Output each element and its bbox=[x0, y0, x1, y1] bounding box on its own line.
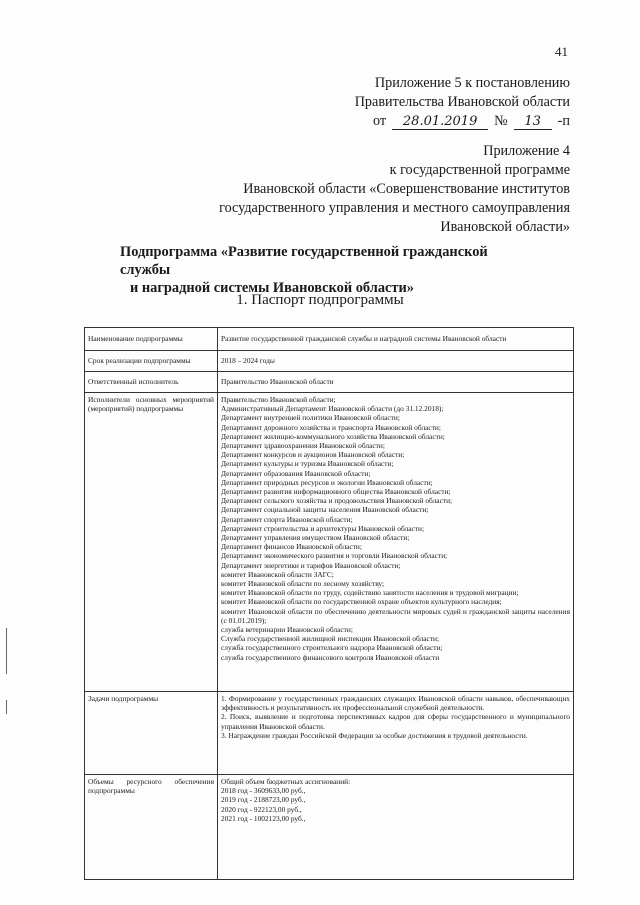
list-item: Департамент здравоохранения Ивановской области; bbox=[221, 441, 385, 451]
tasks-label: Задачи подпрограммы bbox=[85, 692, 218, 775]
list-item: Департамент внутренней политики Ивановской области; bbox=[221, 413, 400, 423]
tasks-list bbox=[218, 692, 574, 775]
passport-table bbox=[84, 327, 574, 880]
table-row-responsible bbox=[85, 372, 574, 393]
list-item: комитет Ивановской области по труду, содействию занятости населения и трудовой миграции; bbox=[221, 588, 519, 598]
list-item: служба государственного строительного надзора Ивановской области; bbox=[221, 643, 443, 653]
period-label: Срок реализации подпрограммы bbox=[85, 351, 218, 372]
list-item: 2020 год - 922123,00 руб., bbox=[221, 804, 302, 814]
list-item: 2018 год - 3609633,00 руб., bbox=[221, 786, 306, 796]
list-item: Департамент дорожного хозяйства и транспорта Ивановской области; bbox=[221, 422, 441, 432]
funding-label: Объемы ресурсного обеспечения подпрограммы bbox=[85, 775, 218, 880]
list-item: Департамент финансов Ивановской области; bbox=[221, 542, 362, 552]
decree-date-line bbox=[150, 112, 570, 131]
list-item: Департамент конкурсов и аукционов Ивановской области; bbox=[221, 450, 405, 460]
appendix-line1: Приложение 4 bbox=[483, 143, 570, 159]
list-item: Департамент жилищно-коммунального хозяйства Ивановской области; bbox=[221, 431, 445, 441]
list-item: служба государственного финансового контроля Ивановской области bbox=[221, 652, 440, 662]
decree-from-prefix: от bbox=[373, 113, 387, 129]
table-row-tasks bbox=[85, 692, 574, 775]
list-item: комитет Ивановской области ЗАГС; bbox=[221, 569, 334, 579]
responsible-label: Ответственный исполнитель bbox=[85, 372, 218, 393]
list-item: Департамент спорта Ивановской области; bbox=[221, 514, 353, 524]
executors-list bbox=[218, 393, 574, 692]
list-item: Служба государственной жилищной инспекции Ивановской области; bbox=[221, 634, 440, 644]
appendix-line4: государственного управления и местного самоуправления bbox=[219, 200, 570, 216]
decree-header bbox=[150, 74, 570, 131]
table-row-name bbox=[85, 328, 574, 351]
name-value: Развитие государственной гражданской службы и наградной системы Ивановской области bbox=[218, 328, 574, 351]
list-item: Департамент управления имуществом Ивановской области; bbox=[221, 533, 410, 543]
list-item: Департамент экономического развития и торговли Ивановской области; bbox=[221, 551, 448, 561]
section-title: 1. Паспорт подпрограммы bbox=[236, 292, 404, 308]
list-item: 1. Формирование у государственных гражданских служащих Ивановской области навыков, обеспечивающих эффективность и результативность их профессиональной служебной деятельности. bbox=[221, 694, 570, 713]
decree-header-line1: Приложение 5 к постановлению bbox=[374, 75, 570, 91]
list-item: комитет Ивановской области по государственной охране объектов культурного наследия; bbox=[221, 597, 502, 607]
list-item: Департамент строительства и архитектуры Ивановской области; bbox=[221, 523, 425, 533]
decree-number: 13 bbox=[514, 115, 552, 130]
list-item: Департамент социальной защиты населения Ивановской области; bbox=[221, 505, 429, 515]
decree-date: 28.01.2019 bbox=[392, 115, 488, 130]
list-item: 3. Награждение граждан Российской Федерации за особые достижения в трудовой деятельности. bbox=[221, 730, 528, 740]
appendix-line3: Ивановской области «Совершенствование институтов bbox=[243, 181, 570, 197]
name-label: Наименование подпрограммы bbox=[85, 328, 218, 351]
table-row-funding bbox=[85, 775, 574, 880]
appendix-line2: к государственной программе bbox=[389, 162, 570, 178]
subprogram-title-line2: и наградной системы Ивановской области» bbox=[130, 280, 414, 296]
funding-intro: Общий объем бюджетных ассигнований: bbox=[221, 777, 351, 786]
list-item: 2. Поиск, выявление и подготовка перспективных кадров для сферы государственного и муниципального управления Ивановской области. bbox=[221, 712, 570, 731]
list-item: Департамент культуры и туризма Ивановской области; bbox=[221, 459, 394, 469]
table-row-period bbox=[85, 351, 574, 372]
subprogram-title bbox=[120, 243, 500, 297]
scan-margin-mark bbox=[6, 700, 7, 714]
list-item: комитет Ивановской области по обеспечению деятельности мировых судей и гражданской защиты населения (с 01.01.2019); bbox=[221, 606, 570, 625]
decree-number-suffix: -п bbox=[557, 113, 570, 129]
decree-number-sign: № bbox=[494, 113, 508, 129]
page-number: 41 bbox=[555, 44, 568, 59]
list-item: Департамент сельского хозяйства и продовольствия Ивановской области; bbox=[221, 496, 453, 506]
list-item: 2021 год - 1002123,00 руб., bbox=[221, 813, 306, 823]
list-item: 2019 год - 2188723,00 руб., bbox=[221, 795, 306, 805]
list-item: Департамент образования Ивановской области; bbox=[221, 468, 371, 478]
appendix-header bbox=[130, 142, 570, 237]
table-row-executors bbox=[85, 393, 574, 692]
list-item: служба ветеринарии Ивановской области; bbox=[221, 625, 353, 635]
period-value: 2018 – 2024 годы bbox=[218, 351, 574, 372]
list-item: Административный Департамент Ивановской области (до 31.12.2018); bbox=[221, 404, 444, 414]
responsible-value: Правительство Ивановской области bbox=[218, 372, 574, 393]
decree-header-line2: Правительства Ивановской области bbox=[354, 94, 570, 110]
list-item: Департамент энергетики и тарифов Ивановской области; bbox=[221, 560, 401, 570]
subprogram-title-line1: Подпрограмма «Развитие государственной гражданской службы bbox=[120, 244, 488, 278]
executors-label: Исполнители основных мероприятий (мероприятий) подпрограммы bbox=[85, 393, 218, 692]
appendix-line5: Ивановской области» bbox=[440, 219, 570, 235]
list-item: комитет Ивановской области по лесному хозяйству; bbox=[221, 579, 385, 589]
list-item: Департамент развития информационного общества Ивановской области; bbox=[221, 487, 451, 497]
funding-list bbox=[218, 775, 574, 880]
list-item: Правительство Ивановской области; bbox=[221, 395, 336, 404]
scan-margin-mark bbox=[6, 628, 7, 674]
list-item: Департамент природных ресурсов и экологии Ивановской области; bbox=[221, 477, 433, 487]
